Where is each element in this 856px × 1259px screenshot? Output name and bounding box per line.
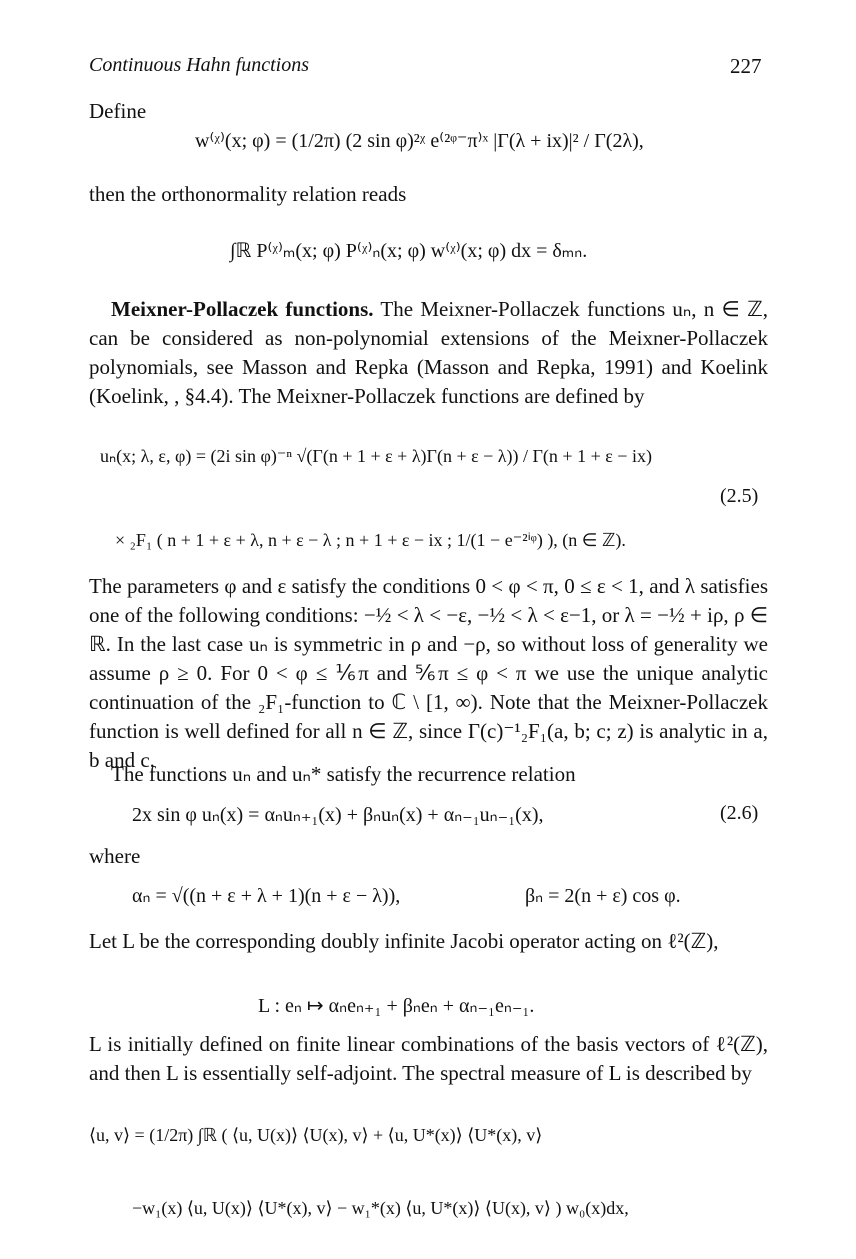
beta-equation: βₙ = 2(n + ε) cos φ. [525, 885, 681, 907]
jacobi-intro: Let L be the corresponding doubly infinite Jacobi operator acting on ℓ²(ℤ), [89, 929, 719, 953]
where-text: where [89, 844, 141, 868]
define-text: Define [89, 99, 147, 123]
spectral-measure-line2: −w₁(x) ⟨u, U(x)⟩ ⟨U*(x), v⟩ − w₁*(x) ⟨u, U*(x)⟩ ⟨U(x), v⟩ ) w₀(x)dx, [132, 1198, 629, 1218]
mp-heading: Meixner-Pollaczek functions. [111, 297, 374, 321]
page-number: 227 [730, 54, 762, 78]
recurrence-intro: The functions uₙ and uₙ* satisfy the recurrence relation [111, 762, 576, 786]
equation-2-5-line1: uₙ(x; λ, ε, φ) = (2i sin φ)⁻ⁿ √(Γ(n + 1 + ε + λ)Γ(n + ε − λ)) / Γ(n + 1 + ε − ix) [100, 446, 652, 466]
equation-2-5-line2: × ₂F₁ ( n + 1 + ε + λ, n + ε − λ ; n + 1 + ε − ix ; 1/(1 − e⁻²ⁱᵠ) ), (n ∈ ℤ). [115, 530, 626, 550]
spectral-measure-line1: ⟨u, v⟩ = (1/2π) ∫ℝ ( ⟨u, U(x)⟩ ⟨U(x), v⟩ + ⟨u, U*(x)⟩ ⟨U*(x), v⟩ [89, 1125, 543, 1145]
mp-section [89, 295, 768, 411]
jacobi-operator-equation: L : eₙ ↦ αₙeₙ₊₁ + βₙeₙ + αₙ₋₁eₙ₋₁. [258, 995, 535, 1017]
parameters-paragraph: The parameters φ and ε satisfy the conditions 0 < φ < π, 0 ≤ ε < 1, and λ satisfies one of the following conditions: −½ < λ < −ε, −½ < λ < ε−1, or λ = −½ + iρ, ρ ∈ ℝ. In the last case uₙ is symmetric in ρ and −ρ, so without loss of generality we assume ρ ≥ 0. For 0 < φ ≤ ⅙π and ⅚π ≤ φ < π we use the unique analytic continuation of the ₂F₁-function to ℂ \ [1, ∞). Note that the Meixner-Pollaczek function is well defined for all n ∈ ℤ, since Γ(c)⁻¹₂F₁(a, b; c; z) is analytic in a, b and c. [89, 574, 768, 772]
orthonormality-intro: then the orthonormality relation reads [89, 182, 407, 206]
equation-2-6-label: (2.6) [720, 802, 759, 824]
selfadjoint-paragraph: L is initially defined on finite linear combinations of the basis vectors of ℓ²(ℤ), and then L is essentially self-adjoint. The spectral measure of L is described by [89, 1032, 768, 1085]
equation-2-6: 2x sin φ uₙ(x) = αₙuₙ₊₁(x) + βₙuₙ(x) + αₙ₋₁uₙ₋₁(x), [132, 804, 544, 826]
equation-2-5-label: (2.5) [720, 485, 759, 507]
mp-paragraph: The Meixner-Pollaczek functions uₙ, n ∈ ℤ, can be considered as non-polynomial extensions of the Meixner-Pollaczek polynomials, see Masson and Repka (Masson and Repka, 1991) and Koelink (Koelink, , §4.4). The Meixner-Pollaczek functions are defined by [89, 297, 768, 408]
alpha-equation: αₙ = √((n + ε + λ + 1)(n + ε − λ)), [132, 885, 401, 907]
weight-equation: w⁽ᵡ⁾(x; φ) = (1/2π) (2 sin φ)²ᵡ e⁽²ᵠ⁻π⁾ˣ |Γ(λ + ix)|² / Γ(2λ), [195, 130, 644, 152]
running-header-title: Continuous Hahn functions [89, 54, 310, 76]
orthonormality-equation: ∫ℝ P⁽ᵡ⁾ₘ(x; φ) P⁽ᵡ⁾ₙ(x; φ) w⁽ᵡ⁾(x; φ) dx = δₘₙ. [230, 240, 588, 262]
